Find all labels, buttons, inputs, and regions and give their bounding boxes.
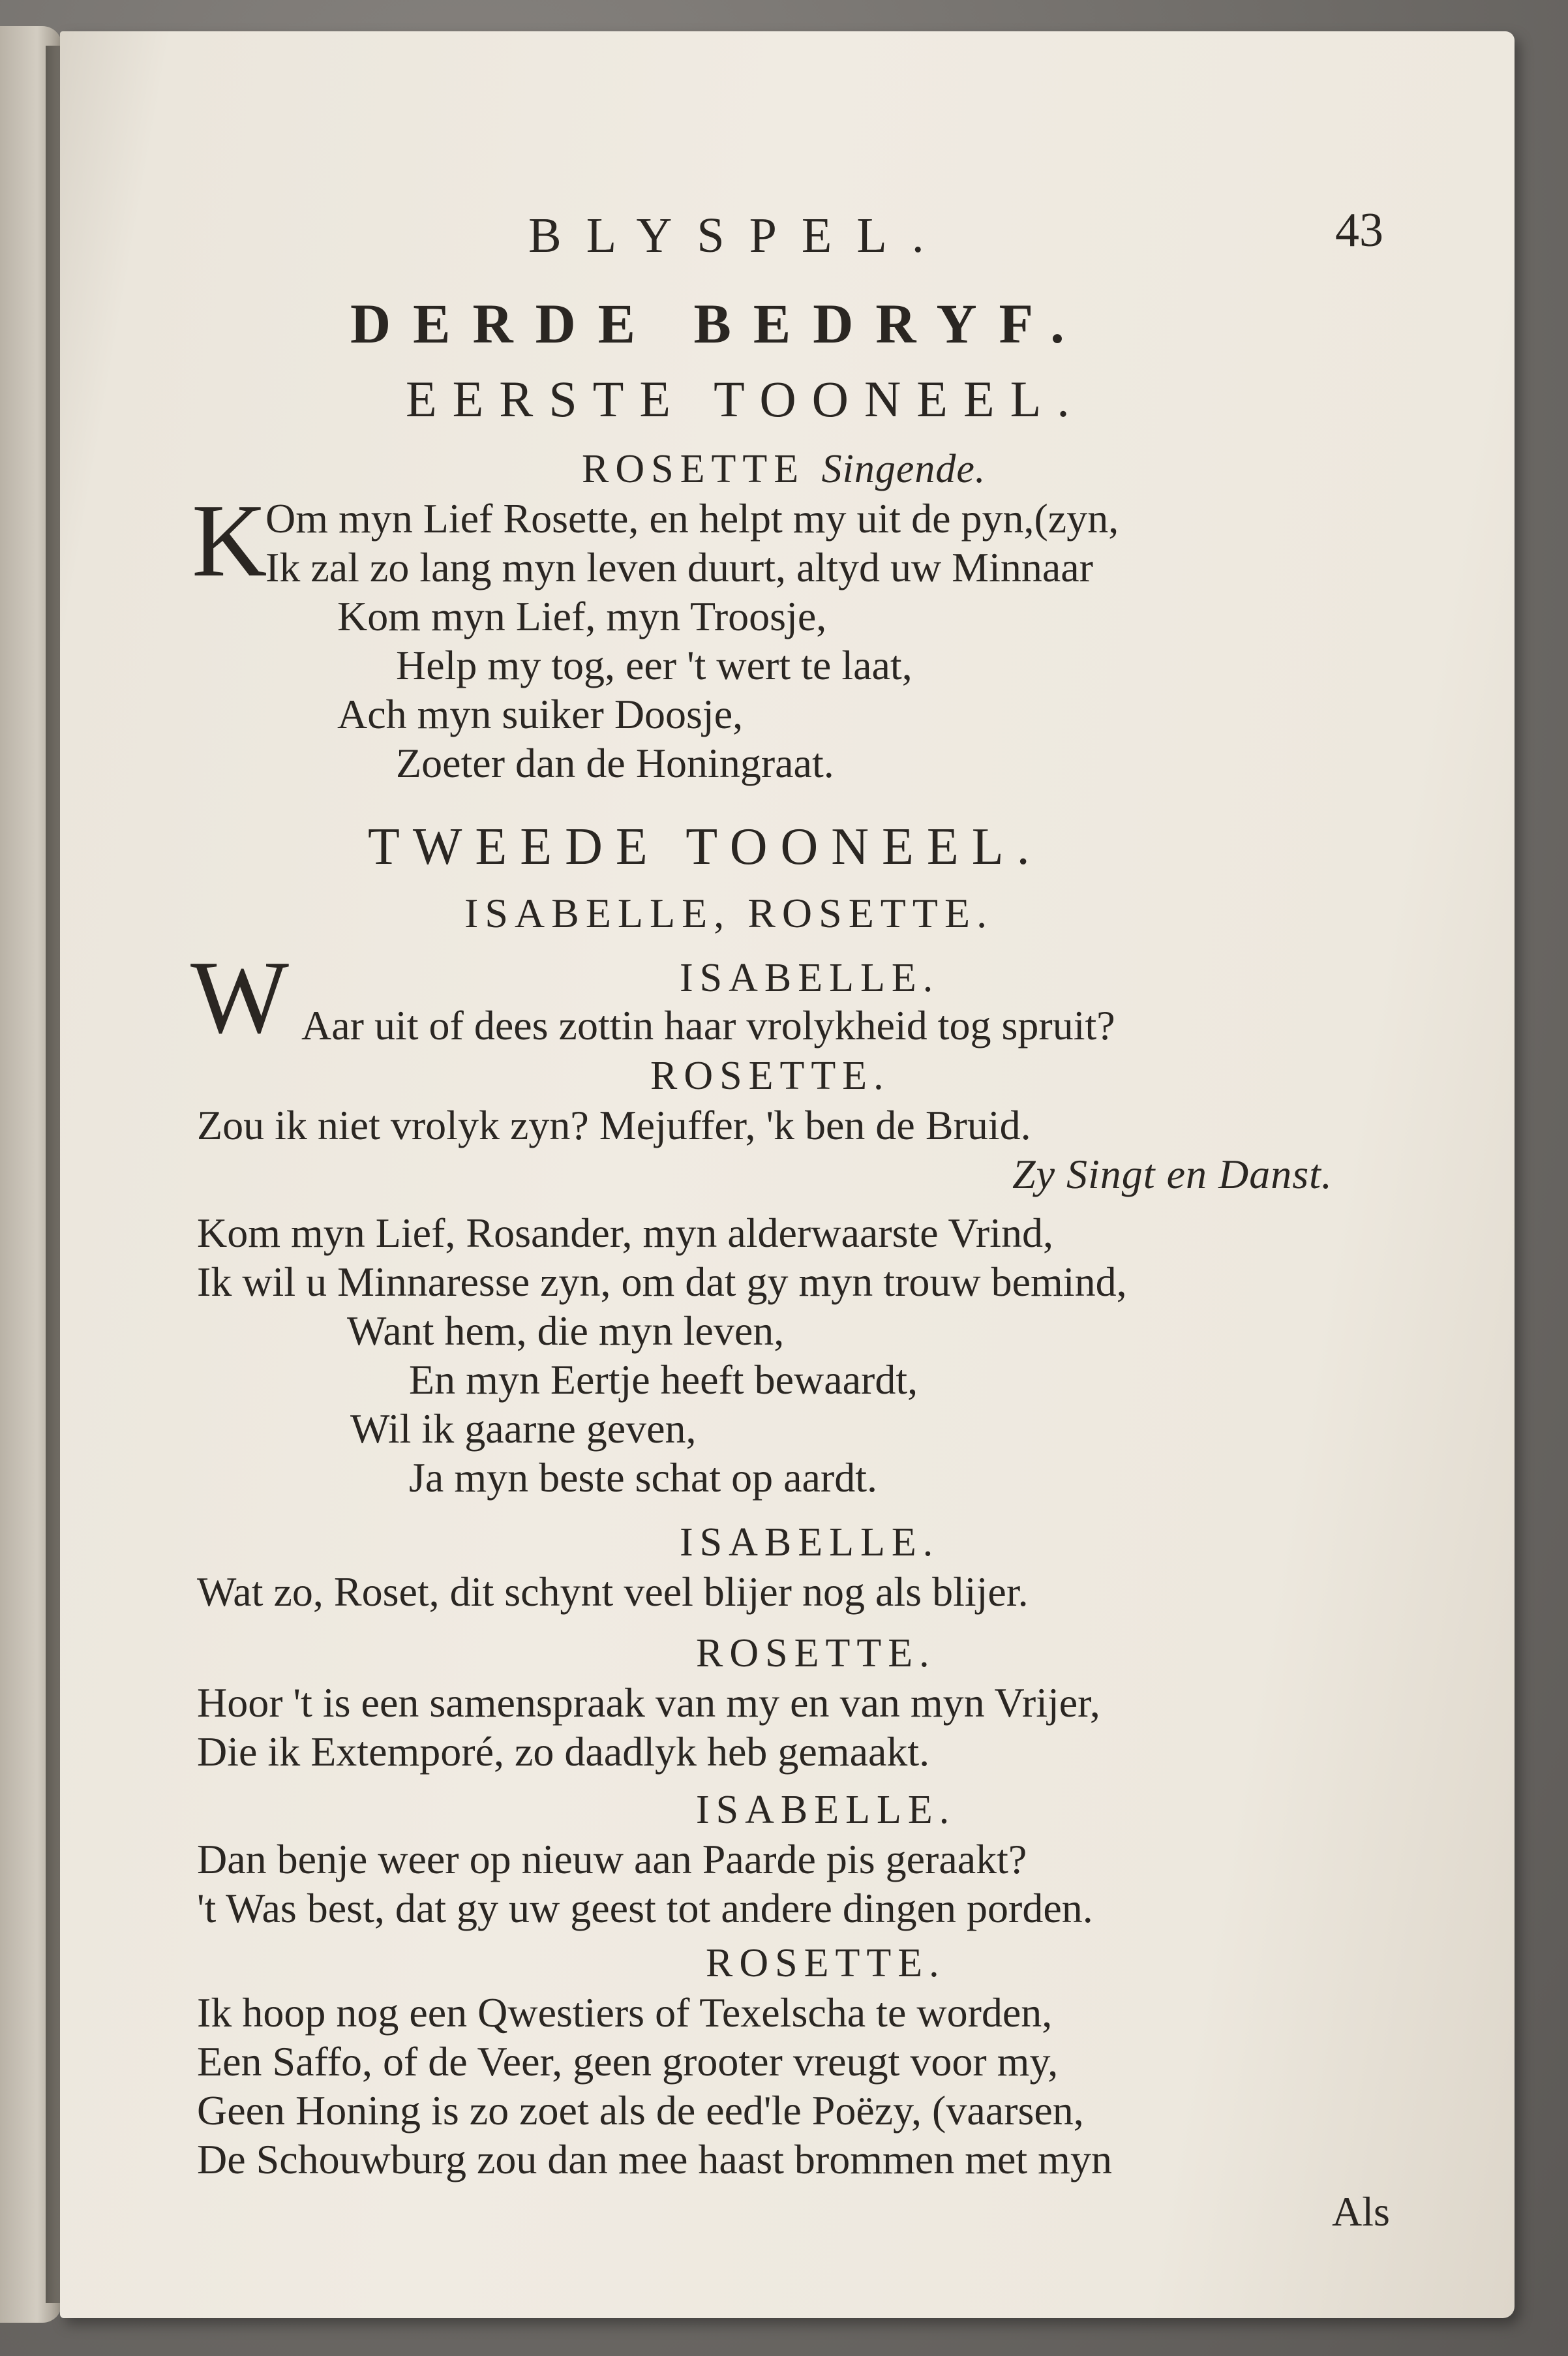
verse-line: Help my tog, eer 't wert te laat, (396, 642, 912, 688)
verse-line: Die ik Extemporé, zo daadlyk heb gemaakt. (197, 1728, 930, 1775)
running-head: BLYSPEL. (528, 208, 949, 263)
dropcap-k: K (192, 482, 267, 598)
speaker-name: ROSETTE. (706, 1941, 946, 1985)
speaker-name: ROSETTE. (696, 1631, 936, 1675)
scene-title-2: TWEEDE TOONEEL. (368, 818, 1043, 876)
catchword: Als (1332, 2188, 1390, 2235)
speaker-name: ROSETTE. (650, 1054, 890, 1098)
page-text (190, 31, 1475, 2315)
verse-line: Dan benje weer op nieuw aan Paarde pis geraakt? (197, 1836, 1027, 1882)
verse-line: Een Saffo, of de Veer, geen grooter vreugt voor my, (197, 2038, 1059, 2085)
song-line: Wil ik gaarne geven, (350, 1405, 697, 1452)
verse-line: Hoor 't is een samenspraak van my en van myn Vrijer, (197, 1679, 1100, 1726)
stage-direction: Singende. (821, 447, 986, 491)
song-line: Want hem, die myn leven, (347, 1308, 785, 1354)
scene-title-1: EERSTE TOONEEL. (406, 371, 1085, 427)
speaker-heading (582, 449, 986, 489)
page-number: 43 (1335, 204, 1383, 257)
dropcap-w: W (190, 939, 290, 1055)
verse-line: Ik zal zo lang myn leven duurt, altyd uw Minnaar (265, 544, 1093, 590)
book-page (60, 31, 1515, 2318)
verse-line: Kom myn Lief, myn Troosje, (337, 593, 827, 639)
verse-line: Aar uit of dees zottin haar vrolykheid tog spruit? (301, 1002, 1115, 1048)
verse-line: Geen Honing is zo zoet als de eed'le Poëzy, (vaarsen, (197, 2087, 1084, 2134)
stage-direction: Zy Singt en Danst. (1012, 1151, 1333, 1197)
verse-line: Zoeter dan de Honingraat. (396, 740, 834, 786)
song-line: En myn Eertje heeft bewaardt, (409, 1356, 918, 1403)
verse-line: Zou ik niet vrolyk zyn? Mejuffer, 'k ben de Bruid. (197, 1102, 1031, 1148)
speaker-name: ISABELLE. (680, 1520, 940, 1565)
verse-line: De Schouwburg zou dan mee haast brommen met myn (197, 2136, 1112, 2182)
verse-line: Wat zo, Roset, dit schynt veel blijer nog als blijer. (197, 1568, 1029, 1615)
verse-line: 't Was best, dat gy uw geest tot andere dingen porden. (197, 1885, 1093, 1931)
speaker-name: ISABELLE. (696, 1788, 956, 1832)
song-line: Ik wil u Minnaresse zyn, om dat gy myn trouw bemind, (197, 1259, 1127, 1305)
verse-line: Ach myn suiker Doosje, (337, 691, 744, 737)
song-line: Ja myn beste schat op aardt. (409, 1454, 877, 1501)
verse-line: Ik hoop nog een Qwestiers of Texelscha te worden, (197, 1989, 1053, 2036)
verse-line: Om myn Lief Rosette, en helpt my uit de pyn,(zyn, (265, 495, 1119, 542)
speaker-name: ISABELLE. (680, 956, 940, 1000)
speaker-name: ROSETTE (582, 447, 806, 491)
song-line: Kom myn Lief, Rosander, myn alderwaarste Vrind, (197, 1210, 1053, 1256)
characters-list: ISABELLE, ROSETTE. (464, 890, 994, 936)
act-title: DERDE BEDRYF. (350, 292, 1087, 355)
